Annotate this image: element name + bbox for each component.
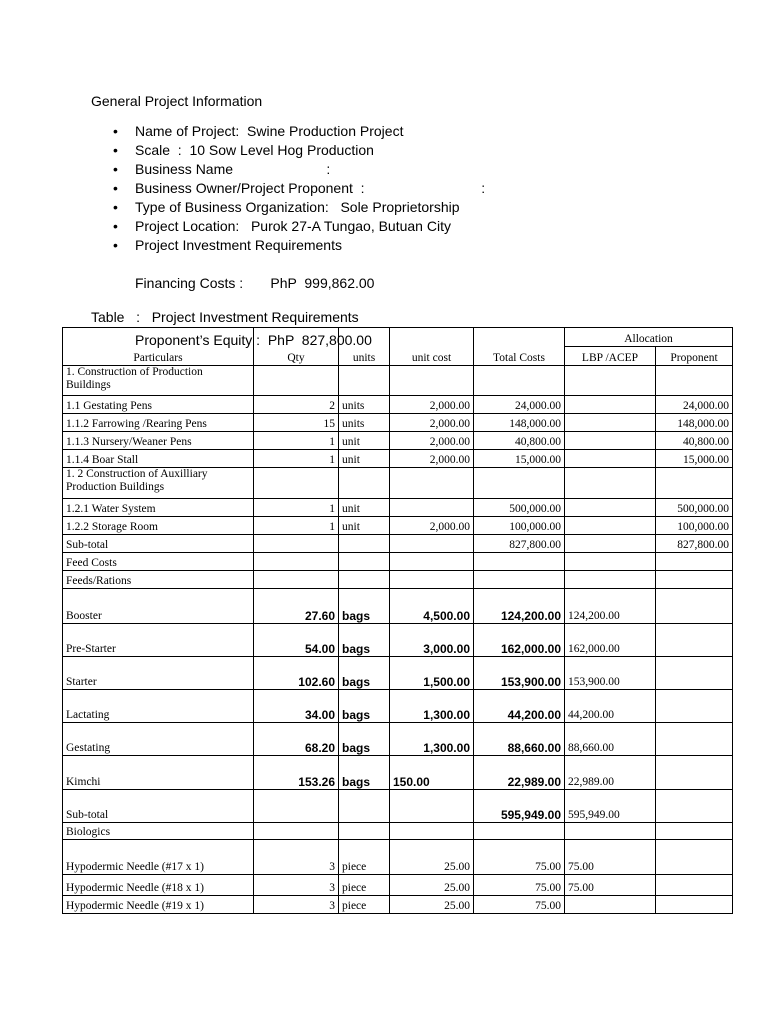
cell-units: bags	[339, 723, 390, 756]
cell-proponent	[656, 690, 733, 723]
cell-total-costs: 40,800.00	[474, 432, 565, 450]
cell-qty	[254, 468, 339, 499]
cell-proponent	[656, 875, 733, 896]
cell-proponent	[656, 840, 733, 875]
cell-lbp-acep	[565, 571, 656, 589]
cell-units: bags	[339, 756, 390, 790]
cell-particulars: Feeds/Rations	[63, 571, 254, 589]
info-item-business-owner: • Business Owner/Project Proponent : :	[113, 180, 486, 196]
cell-units: piece	[339, 840, 390, 875]
cell-particulars: 1. Construction of Production Buildings	[63, 366, 254, 396]
cell-qty: 34.00	[254, 690, 339, 723]
table-row	[63, 499, 733, 517]
bullet-icon: •	[113, 199, 118, 215]
info-item-scale: • Scale : 10 Sow Level Hog Production	[113, 142, 374, 158]
bullet-icon: •	[113, 161, 118, 177]
cell-unit-cost	[390, 366, 474, 396]
table-row	[63, 535, 733, 553]
cell-proponent	[656, 468, 733, 499]
table-row	[63, 553, 733, 571]
cell-proponent	[656, 723, 733, 756]
cell-qty: 3	[254, 896, 339, 914]
cell-total-costs: 44,200.00	[474, 690, 565, 723]
cell-qty: 3	[254, 840, 339, 875]
cell-total-costs: 595,949.00	[474, 790, 565, 823]
table-row	[63, 875, 733, 896]
cell-particulars: Gestating	[63, 723, 254, 756]
header-units: units	[339, 328, 390, 366]
table-row	[63, 589, 733, 624]
table-row	[63, 468, 733, 499]
cell-unit-cost: 4,500.00	[390, 589, 474, 624]
cell-unit-cost: 150.00	[390, 756, 474, 790]
cell-total-costs	[474, 553, 565, 571]
cell-unit-cost	[390, 571, 474, 589]
cell-unit-cost: 1,500.00	[390, 657, 474, 690]
info-item-project-name: • Name of Project: Swine Production Project	[113, 123, 404, 139]
cell-unit-cost	[390, 535, 474, 553]
cell-lbp-acep: 75.00	[565, 875, 656, 896]
cell-unit-cost: 2,000.00	[390, 450, 474, 468]
info-item-business-name: • Business Name :	[113, 161, 331, 177]
bullet-icon: •	[113, 142, 118, 158]
cell-unit-cost: 2,000.00	[390, 517, 474, 535]
cell-particulars: Hypodermic Needle (#18 x 1)	[63, 875, 254, 896]
cell-units: bags	[339, 624, 390, 657]
cell-lbp-acep: 22,989.00	[565, 756, 656, 790]
cell-total-costs: 100,000.00	[474, 517, 565, 535]
cell-total-costs: 75.00	[474, 840, 565, 875]
cell-unit-cost	[390, 790, 474, 823]
cell-lbp-acep: 124,200.00	[565, 589, 656, 624]
table-row	[63, 657, 733, 690]
cell-units: unit	[339, 432, 390, 450]
table-header-row-allocation	[63, 328, 733, 347]
cell-qty	[254, 535, 339, 553]
table-row	[63, 396, 733, 414]
cell-particulars: 1.1.4 Boar Stall	[63, 450, 254, 468]
cell-proponent	[656, 756, 733, 790]
table-row	[63, 517, 733, 535]
table-row	[63, 823, 733, 840]
cell-total-costs: 153,900.00	[474, 657, 565, 690]
cell-lbp-acep: 88,660.00	[565, 723, 656, 756]
cell-qty: 1	[254, 499, 339, 517]
table-caption: Table : Project Investment Requirements	[91, 309, 359, 325]
cell-lbp-acep	[565, 896, 656, 914]
cell-total-costs: 162,000.00	[474, 624, 565, 657]
cell-unit-cost: 25.00	[390, 875, 474, 896]
cell-lbp-acep	[565, 517, 656, 535]
cell-units	[339, 553, 390, 571]
cell-units: units	[339, 414, 390, 432]
bullet-icon: •	[113, 218, 118, 234]
header-allocation: Allocation	[565, 328, 733, 347]
cell-total-costs	[474, 571, 565, 589]
cell-particulars: Hypodermic Needle (#19 x 1)	[63, 896, 254, 914]
cell-unit-cost: 1,300.00	[390, 690, 474, 723]
cell-lbp-acep: 44,200.00	[565, 690, 656, 723]
cell-qty: 1	[254, 432, 339, 450]
table-row	[63, 690, 733, 723]
cell-proponent	[656, 571, 733, 589]
cell-proponent	[656, 366, 733, 396]
cell-units	[339, 366, 390, 396]
header-lbp-acep: LBP /ACEP	[565, 347, 656, 366]
table-row	[63, 450, 733, 468]
cell-total-costs: 75.00	[474, 875, 565, 896]
bullet-icon: •	[113, 237, 118, 253]
cell-proponent: 24,000.00	[656, 396, 733, 414]
bullet-icon: •	[113, 123, 118, 139]
cell-particulars: Sub-total	[63, 535, 254, 553]
cell-units: bags	[339, 690, 390, 723]
cell-units: piece	[339, 896, 390, 914]
table-row	[63, 896, 733, 914]
cell-lbp-acep	[565, 366, 656, 396]
table-row	[63, 756, 733, 790]
cell-particulars: 1.1 Gestating Pens	[63, 396, 254, 414]
cell-units: bags	[339, 657, 390, 690]
cell-particulars: Biologics	[63, 823, 254, 840]
cell-unit-cost	[390, 553, 474, 571]
cell-qty: 153.26	[254, 756, 339, 790]
cell-lbp-acep	[565, 468, 656, 499]
info-item-organization-type: • Type of Business Organization: Sole Proprietorship	[113, 199, 460, 215]
header-particulars: Particulars	[63, 328, 254, 366]
cell-proponent: 15,000.00	[656, 450, 733, 468]
cell-units: piece	[339, 875, 390, 896]
cell-units: unit	[339, 499, 390, 517]
cell-qty: 68.20	[254, 723, 339, 756]
cell-total-costs	[474, 823, 565, 840]
cell-unit-cost: 25.00	[390, 840, 474, 875]
table-row	[63, 790, 733, 823]
header-qty: Qty	[254, 328, 339, 366]
cell-particulars: Pre-Starter	[63, 624, 254, 657]
cell-particulars: Lactating	[63, 690, 254, 723]
cell-units	[339, 790, 390, 823]
cell-proponent	[656, 823, 733, 840]
cell-unit-cost	[390, 823, 474, 840]
cell-particulars: Feed Costs	[63, 553, 254, 571]
cell-total-costs: 148,000.00	[474, 414, 565, 432]
cell-proponent: 40,800.00	[656, 432, 733, 450]
table-row	[63, 840, 733, 875]
cell-total-costs: 22,989.00	[474, 756, 565, 790]
table-row	[63, 366, 733, 396]
cell-unit-cost	[390, 499, 474, 517]
cell-lbp-acep	[565, 823, 656, 840]
cell-particulars: Kimchi	[63, 756, 254, 790]
cell-units: bags	[339, 589, 390, 624]
cell-units	[339, 823, 390, 840]
cell-qty	[254, 790, 339, 823]
proponent-equity: Proponent’s Equity : PhP 827,800.00	[135, 332, 372, 348]
cell-lbp-acep	[565, 535, 656, 553]
cell-lbp-acep	[565, 450, 656, 468]
cell-qty: 27.60	[254, 589, 339, 624]
table-row	[63, 432, 733, 450]
cell-units	[339, 468, 390, 499]
cell-proponent: 148,000.00	[656, 414, 733, 432]
cell-particulars: Starter	[63, 657, 254, 690]
info-item-project-location: • Project Location: Purok 27-A Tungao, Butuan City	[113, 218, 451, 234]
cell-proponent	[656, 896, 733, 914]
cell-proponent	[656, 657, 733, 690]
cell-total-costs	[474, 468, 565, 499]
cell-particulars: Sub-total	[63, 790, 254, 823]
cell-proponent: 827,800.00	[656, 535, 733, 553]
table-row	[63, 723, 733, 756]
cell-lbp-acep: 595,949.00	[565, 790, 656, 823]
header-unit-cost: unit cost	[390, 328, 474, 366]
cell-lbp-acep: 75.00	[565, 840, 656, 875]
section-heading: General Project Information	[91, 93, 263, 109]
cell-unit-cost: 2,000.00	[390, 396, 474, 414]
cell-lbp-acep	[565, 432, 656, 450]
financing-costs: Financing Costs : PhP 999,862.00	[135, 275, 375, 291]
cell-total-costs	[474, 366, 565, 396]
cell-proponent	[656, 553, 733, 571]
cell-lbp-acep	[565, 553, 656, 571]
cell-qty: 2	[254, 396, 339, 414]
cell-units: unit	[339, 517, 390, 535]
cell-particulars: 1.2.1 Water System	[63, 499, 254, 517]
header-total-costs: Total Costs	[474, 328, 565, 366]
cell-particulars: Booster	[63, 589, 254, 624]
cell-particulars: 1. 2 Construction of Auxilliary Production Buildings	[63, 468, 254, 499]
table-row	[63, 624, 733, 657]
cell-total-costs: 124,200.00	[474, 589, 565, 624]
cell-units: units	[339, 396, 390, 414]
cell-unit-cost: 1,300.00	[390, 723, 474, 756]
cell-proponent: 500,000.00	[656, 499, 733, 517]
cell-proponent: 100,000.00	[656, 517, 733, 535]
cell-unit-cost: 2,000.00	[390, 432, 474, 450]
cell-total-costs: 500,000.00	[474, 499, 565, 517]
cell-total-costs: 88,660.00	[474, 723, 565, 756]
cell-proponent	[656, 790, 733, 823]
cell-qty: 102.60	[254, 657, 339, 690]
cell-unit-cost: 25.00	[390, 896, 474, 914]
cell-proponent	[656, 589, 733, 624]
cell-lbp-acep: 153,900.00	[565, 657, 656, 690]
cell-total-costs: 24,000.00	[474, 396, 565, 414]
cell-qty	[254, 571, 339, 589]
cell-qty	[254, 553, 339, 571]
cell-qty: 15	[254, 414, 339, 432]
cell-proponent	[656, 624, 733, 657]
table-row	[63, 571, 733, 589]
cell-total-costs: 827,800.00	[474, 535, 565, 553]
cell-lbp-acep	[565, 414, 656, 432]
cell-qty	[254, 366, 339, 396]
header-proponent: Proponent	[656, 347, 733, 366]
table-row	[63, 414, 733, 432]
investment-table	[62, 327, 733, 914]
cell-unit-cost: 2,000.00	[390, 414, 474, 432]
cell-unit-cost: 3,000.00	[390, 624, 474, 657]
info-item-investment-requirements: • Project Investment Requirements Financing Costs : PhP 999,862.00 Proponent’s Equity : PhP 827,800.00	[113, 236, 485, 388]
cell-particulars: 1.2.2 Storage Room	[63, 517, 254, 535]
cell-units	[339, 571, 390, 589]
cell-qty	[254, 823, 339, 840]
bullet-icon: •	[113, 180, 118, 196]
cell-lbp-acep	[565, 396, 656, 414]
cell-lbp-acep	[565, 499, 656, 517]
cell-lbp-acep: 162,000.00	[565, 624, 656, 657]
cell-qty: 54.00	[254, 624, 339, 657]
cell-particulars: Hypodermic Needle (#17 x 1)	[63, 840, 254, 875]
cell-total-costs: 15,000.00	[474, 450, 565, 468]
cell-units	[339, 535, 390, 553]
cell-qty: 3	[254, 875, 339, 896]
cell-total-costs: 75.00	[474, 896, 565, 914]
cell-unit-cost	[390, 468, 474, 499]
cell-qty: 1	[254, 517, 339, 535]
cell-particulars: 1.1.2 Farrowing /Rearing Pens	[63, 414, 254, 432]
cell-qty: 1	[254, 450, 339, 468]
cell-particulars: 1.1.3 Nursery/Weaner Pens	[63, 432, 254, 450]
cell-units: unit	[339, 450, 390, 468]
